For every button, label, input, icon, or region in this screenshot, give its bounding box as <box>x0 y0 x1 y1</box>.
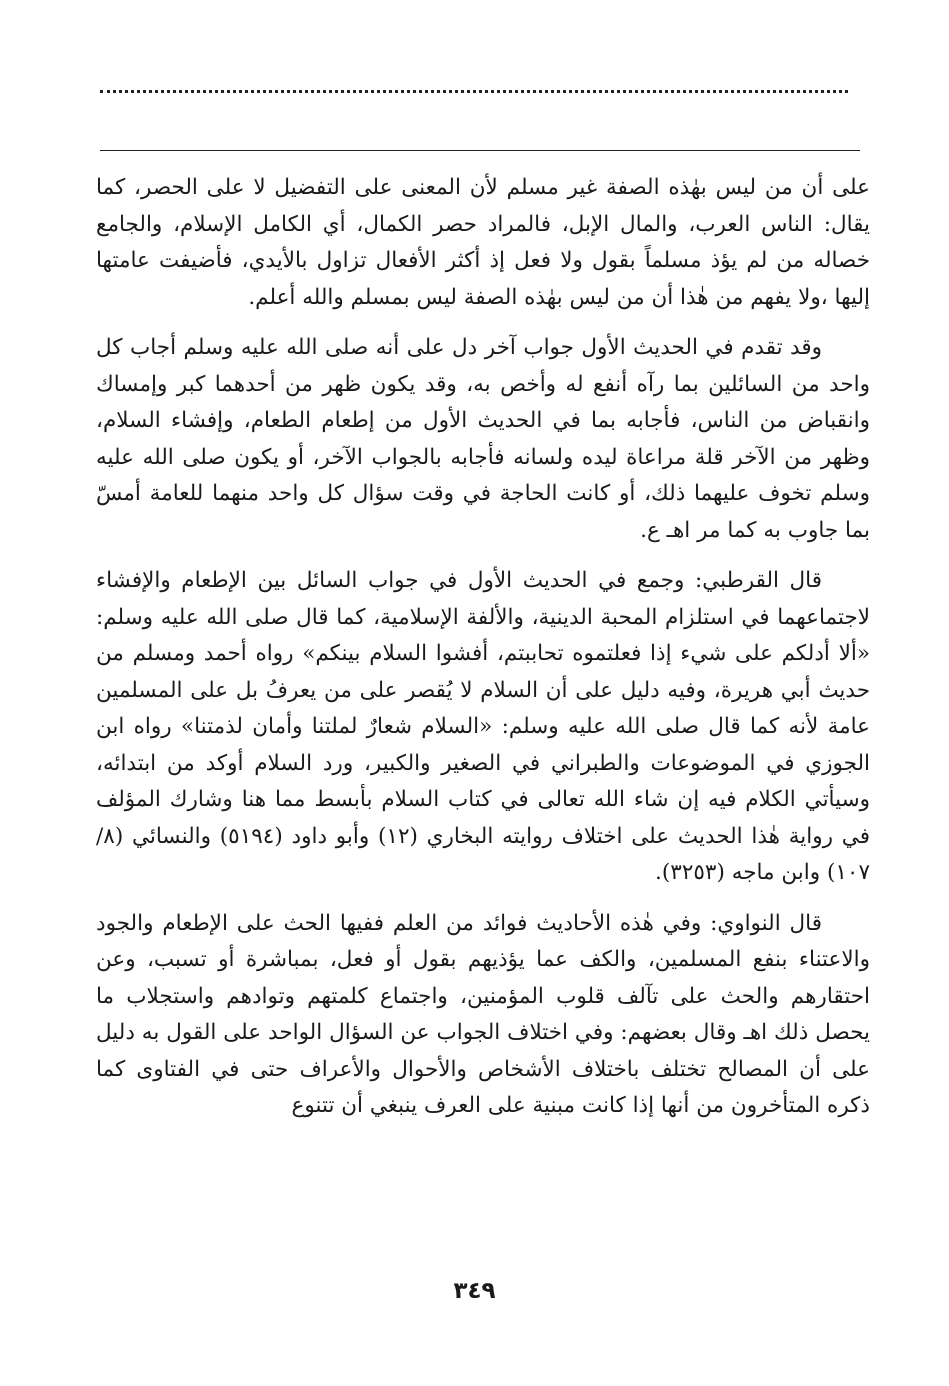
page-number: ٣٤٩ <box>453 1278 496 1304</box>
main-text <box>96 170 870 1125</box>
header-rule <box>100 150 860 151</box>
paragraph-4: قال النواوي: وفي هٰذه الأحاديث فوائد من العلم ففيها الحث على الإطعام والجود والاعتناء بنفع المسلمين، والكف عما يؤذيهم بقول أو فعل، بمباشرة أو تسبب، وعن احتقارهم والحث على تآلف قلوب المؤمنين، واجتماع كلمتهم وتوادهم واستجلاب ما يحصل ذلك اهـ وقال بعضهم: وفي اختلاف الجواب عن السؤال الواحد على القول به دليل على أن المصالح تختلف باختلاف الأشخاص والأحوال والأعراف حتى في الفتاوى كما ذكره المتأخرون من أنها إذا كانت مبنية على العرف ينبغي أن تتنوع <box>96 910 870 1118</box>
paragraph-2: وقد تقدم في الحديث الأول جواب آخر دل على أنه صلى الله عليه وسلم أجاب كل واحد من السائلين بما رآه أنفع له وأخص به، وقد يكون ظهر من أحدهما كبر وإمساك وانقباض من الناس، فأجابه بما في الحديث الأول من إطعام الطعام، وإفشاء السلام، وظهر من الآخر قلة مراعاة ليده ولسانه فأجابه بالجواب الآخر، أو يكون صلى الله عليه وسلم تخوف عليهما ذلك، أو كانت الحاجة في وقت سؤال كل واحد منهما للعامة أمسّ بما جاوب به كما مر اهـ ع. <box>96 335 870 543</box>
header-dotted-line <box>100 90 848 93</box>
paragraph-3: قال القرطبي: وجمع في الحديث الأول في جواب السائل بين الإطعام والإفشاء لاجتماعهما في استلزام المحبة الدينية، والألفة الإسلامية، كما قال صلى الله عليه وسلم: «ألا أدلكم على شيء إذا فعلتموه تحاببتم، أفشوا السلام بينكم» رواه أحمد ومسلم من حديث أبي هريرة، وفيه دليل على أن السلام لا يُقصر على من يعرفُ بل على المسلمين عامة لأنه كما قال صلى الله عليه وسلم: «السلام شعارٌ لملتنا وأمان لذمتنا» رواه ابن الجوزي في الموضوعات والطبراني في الصغير والكبير، ورد السلام أوكد من ابتدائه، وسيأتي الكلام فيه إن شاء الله تعالى في كتاب السلام بأبسط مما هنا وشارك المؤلف في رواية هٰذا الحديث على اختلاف روايته البخاري (١٢) وأبو داود (٥١٩٤) والنسائي (٨/ ١٠٧) وابن ماجه (٣٢٥٣). <box>96 568 870 885</box>
paragraph-1: على أن من ليس بهٰذه الصفة غير مسلم لأن المعنى على التفضيل لا على الحصر، كما يقال: الناس العرب، والمال الإبل، فالمراد حصر الكمال، أي الكامل الإسلام، والجامع خصاله من لم يؤذ مسلماً بقول ولا فعل إذ أكثر الأفعال تزاول بالأيدي، فأضيفت عامتها إليها ،ولا يفهم من هٰذا أن من ليس بهٰذه الصفة ليس بمسلم والله أعلم. <box>96 175 870 310</box>
